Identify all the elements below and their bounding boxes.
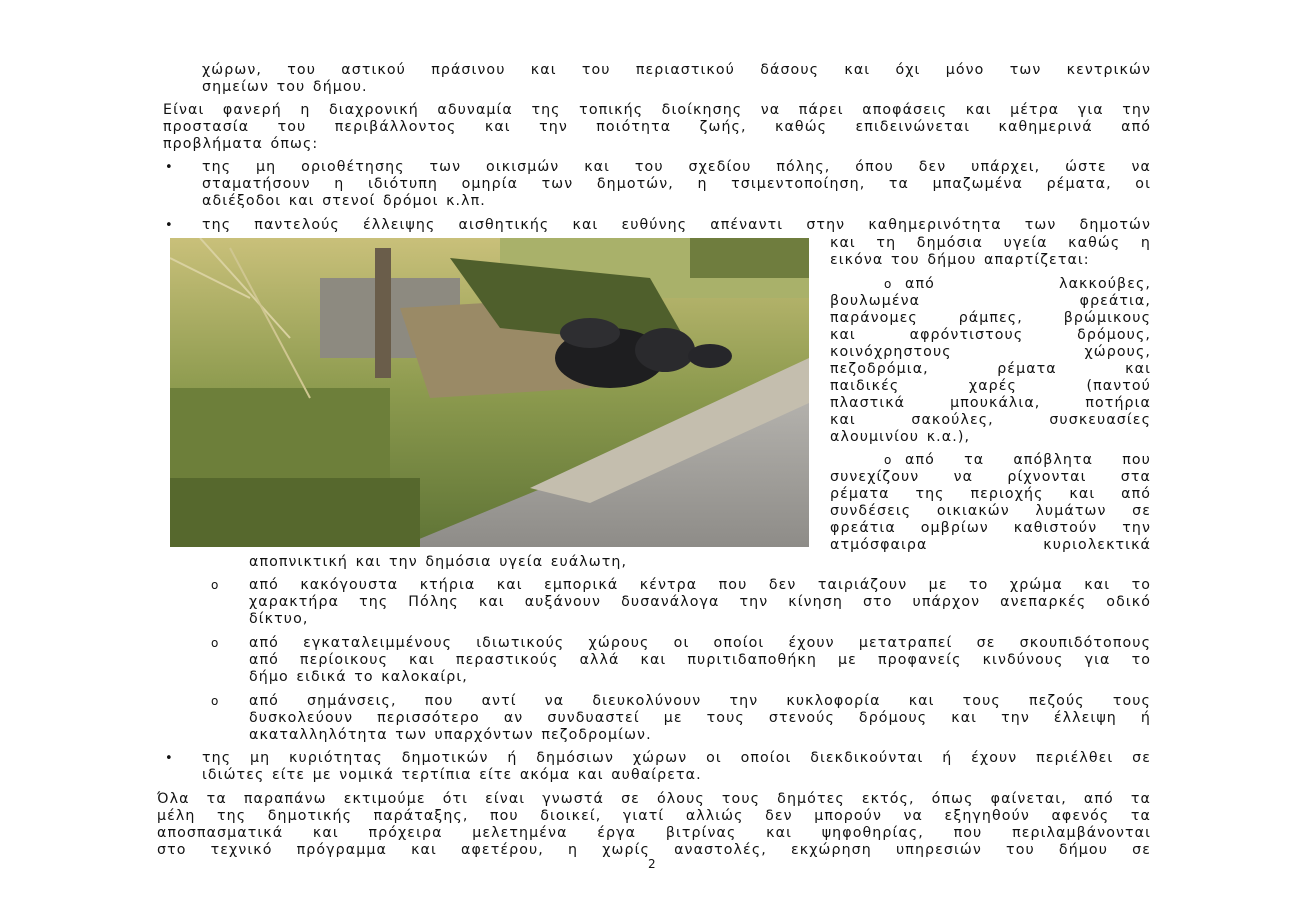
circle-marker: o xyxy=(884,453,892,467)
text-line: φρεάτια ομβρίων καθιστούν την xyxy=(830,520,1151,536)
text-line: σημείων του δήμου. xyxy=(202,79,368,95)
text-line: παιδικές χαρές (παντού xyxy=(830,378,1151,394)
text-line: σταματήσουν η ιδιότυπη ομηρία των δημοτών, η τσιμεντοποίηση, τα μπαζωμένα ρέματα, οι xyxy=(202,176,1151,192)
text-line: στο τεχνικό πρόγραμμα και αφετέρου, η χωρίς αναστολές, εκχώρηση υπηρεσιών του δήμου σε xyxy=(157,842,1151,858)
text-line: δυσκολεύουν περισσότερο αν συνδυαστεί με τους στενούς δρόμους και την έλλειψη ή xyxy=(249,710,1151,726)
text-line: πεζοδρόμια, ρέματα και xyxy=(830,361,1151,377)
text-line: αποπνικτική και την δημόσια υγεία ευάλωτη, xyxy=(249,554,628,570)
text-line: χαρακτήρα της Πόλης και αυξάνουν δυσανάλογα την κίνηση στο υπάρχον ανεπαρκές οδικό xyxy=(249,594,1151,610)
text-line: προστασία του περιβάλλοντος και την ποιότητα ζωής, καθώς επιδεινώνεται καθημερινά από xyxy=(163,119,1151,135)
text-line: ακαταλληλότητα των υπαρχόντων πεζοδρομίων. xyxy=(249,727,652,743)
text-line: κοινόχρηστους χώρους, xyxy=(830,344,1151,360)
text-line: Όλα τα παραπάνω εκτιμούμε ότι είναι γνωστά σε όλους τους δημότες εκτός, όπως φαίνεται, από τα xyxy=(157,791,1151,807)
text-line: δίκτυο, xyxy=(249,611,309,627)
text-line: χώρων, του αστικού πράσινου και του περιαστικού δάσους και όχι μόνο των κεντρικών xyxy=(202,62,1151,78)
text-line: ρέματα της περιοχής και από xyxy=(830,486,1151,502)
circle-marker: o xyxy=(211,694,219,708)
bullet-marker: • xyxy=(165,218,173,233)
text-line: εικόνα του δήμου απαρτίζεται: xyxy=(830,252,1090,268)
text-line: παράνομες ράμπες, βρώμικους xyxy=(830,310,1151,326)
text-line: από περίοικους και περαστικούς αλλά και πυριτιδαποθήκη με προφανείς κινδύνους για το xyxy=(249,652,1151,668)
text-line: και τη δημόσια υγεία καθώς η xyxy=(830,235,1151,251)
text-line: από σημάνσεις, που αντί να διευκολύνουν την κυκλοφορία και τους πεζούς τους xyxy=(249,693,1151,709)
text-line: αλουμινίου κ.α.), xyxy=(830,429,971,445)
bullet-marker: • xyxy=(165,160,173,175)
text-line: της μη οριοθέτησης των οικισμών και του σχεδίου πόλης, όπου δεν υπάρχει, ώστε να xyxy=(202,159,1151,175)
text-line: και αφρόντιστους δρόμους, xyxy=(830,327,1151,343)
circle-marker: o xyxy=(211,636,219,650)
text-line: και σακούλες, συσκευασίες xyxy=(830,412,1151,428)
text-line: ατμόσφαιρα κυριολεκτικά xyxy=(830,537,1151,553)
bullet-marker: • xyxy=(165,751,173,766)
text-line: συνδέσεις οικιακών λυμάτων σε xyxy=(830,503,1151,519)
photo-illustration xyxy=(170,238,809,547)
text-line: αποσπασματικά και πρόχειρα μελετημένα έργα βιτρίνας και ψηφοθηρίας, που περιλαμβάνονται xyxy=(157,825,1151,841)
text-line: από τα απόβλητα που xyxy=(905,452,1151,468)
text-line: της μη κυριότητας δημοτικών ή δημόσιων χώρων οι οποίοι διεκδικούνται ή έχουν περιέλθει σε xyxy=(202,750,1151,766)
text-line: από εγκαταλειμμένους ιδιωτικούς χώρους οι οποίοι έχουν μετατραπεί σε σκουπιδότοπους xyxy=(249,635,1151,651)
circle-marker: o xyxy=(211,578,219,592)
text-line: προβλήματα όπως: xyxy=(163,136,319,152)
text-line: από λακκούβες, xyxy=(905,276,1151,292)
text-line: βουλωμένα φρεάτια, xyxy=(830,293,1151,309)
text-line: μέλη της δημοτικής παράταξης, που διοικεί, γιατί αλλιώς δεν μπορούν να εξηγηθούν αφενός τα xyxy=(157,808,1151,824)
street-garbage-photo xyxy=(170,238,809,547)
page-number: 2 xyxy=(648,857,656,871)
text-line: από κακόγουστα κτήρια και εμπορικά κέντρα που δεν ταιριάζουν με το χρώμα και το xyxy=(249,577,1151,593)
text-line: δήμο ειδικά το καλοκαίρι, xyxy=(249,669,468,685)
text-line: Είναι φανερή η διαχρονική αδυναμία της τοπικής διοίκησης να πάρει αποφάσεις και μέτρα για την xyxy=(163,102,1151,118)
text-line: αδιέξοδοι και στενοί δρόμοι κ.λπ. xyxy=(202,193,486,209)
text-line: συνεχίζουν να ρίχνονται στα xyxy=(830,469,1151,485)
circle-marker: o xyxy=(884,277,892,291)
text-line: πλαστικά μπουκάλια, ποτήρια xyxy=(830,395,1151,411)
text-line: ιδιώτες είτε με νομικά τερτίπια είτε ακόμα και αυθαίρετα. xyxy=(202,767,702,783)
text-line: της παντελούς έλλειψης αισθητικής και ευθύνης απέναντι στην καθημερινότητα των δημοτών xyxy=(202,217,1151,233)
